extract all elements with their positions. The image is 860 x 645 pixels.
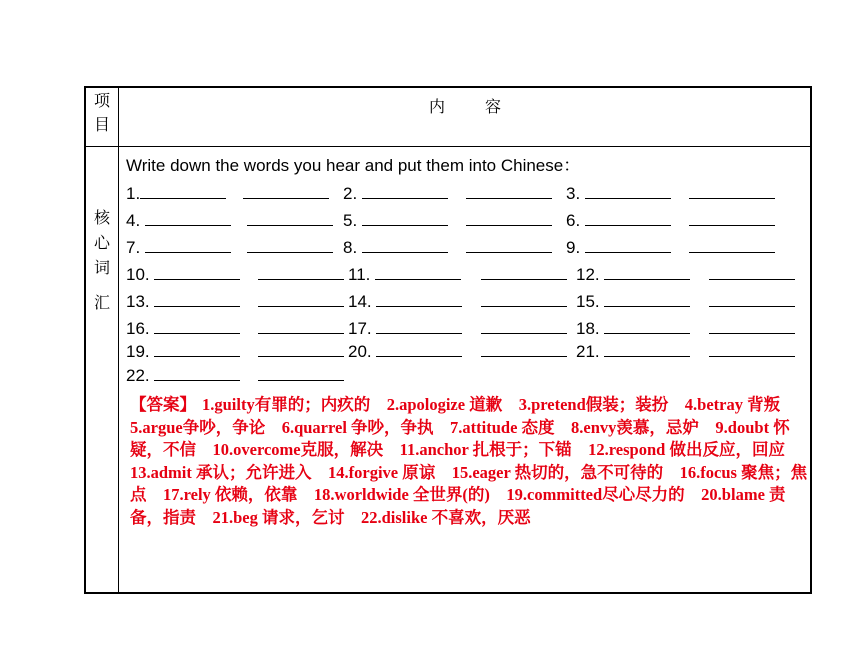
exercise-row [126,316,802,339]
item-number: 15. [576,292,600,311]
exercise-row [126,235,802,262]
exercise-row [126,262,802,289]
answer-label: 【答案】 [130,395,196,414]
exercise-row [126,181,802,208]
answer-blank[interactable] [466,181,552,199]
header-item-label: 项 目 [93,93,110,134]
item-number: 11. [348,265,371,284]
answer-blank[interactable] [154,316,240,334]
answer-blank[interactable] [258,339,344,357]
item-number: 7. [126,238,141,257]
item-number: 3. [566,184,581,203]
answer-blank[interactable] [585,208,671,226]
answer-blank[interactable] [604,339,690,357]
answer-blank[interactable] [375,262,461,280]
answer-blank[interactable] [689,181,775,199]
section-label-core-vocab: 核 心 词 汇 [93,210,110,312]
answer-blank[interactable] [604,316,690,334]
answer-blank[interactable] [604,289,690,307]
answer-blank[interactable] [145,208,231,226]
exercise-row [126,363,802,390]
answer-blank[interactable] [604,262,690,280]
item-number: 6. [566,211,581,230]
item-number: 1. [126,184,141,203]
answer-blank[interactable] [362,208,448,226]
answer-blank[interactable] [481,339,567,357]
item-number: 21. [576,342,600,361]
answer-blank[interactable] [145,235,231,253]
item-number: 22. [126,366,150,385]
answer-blank[interactable] [140,181,226,199]
item-number: 18. [576,319,600,338]
exercise-content [126,154,802,390]
answer-blank[interactable] [154,262,240,280]
item-number: 2. [343,184,358,203]
header-content-label: 内 容 [428,99,502,116]
answer-blank[interactable] [247,235,333,253]
answer-blank[interactable] [709,262,795,280]
answer-blank[interactable] [258,316,344,334]
instruction-text: Write down the words you hear and put them into Chinese： [126,156,581,175]
exercise-row [126,339,802,363]
item-number: 8. [343,238,358,257]
answer-blank[interactable] [247,208,333,226]
answer-blank[interactable] [154,339,240,357]
item-number: 4. [126,211,141,230]
answer-blank[interactable] [258,289,344,307]
answer-blank[interactable] [689,208,775,226]
answer-blank[interactable] [376,289,462,307]
answer-blank[interactable] [154,289,240,307]
answer-blank[interactable] [481,316,567,334]
item-number: 13. [126,292,150,311]
answer-blank[interactable] [154,363,240,381]
answer-blank[interactable] [362,235,448,253]
column-divider [118,88,119,592]
answer-blank[interactable] [258,262,344,280]
answer-blank[interactable] [585,235,671,253]
item-number: 9. [566,238,581,257]
answer-blank[interactable] [709,289,795,307]
answer-blank[interactable] [376,339,462,357]
answer-key [130,394,810,529]
answer-blank[interactable] [466,208,552,226]
answer-blank[interactable] [258,363,344,381]
item-number: 14. [348,292,372,311]
answer-blank[interactable] [362,181,448,199]
item-number: 12. [576,265,600,284]
item-number: 10. [126,265,150,284]
row-divider [86,146,810,147]
answer-blank[interactable] [481,289,567,307]
item-number: 16. [126,319,150,338]
exercise-row [126,208,802,235]
vocabulary-table [84,86,812,594]
exercise-row [126,289,802,316]
answer-blank[interactable] [709,316,795,334]
answer-blank[interactable] [376,316,462,334]
answer-blank[interactable] [689,235,775,253]
answer-blank[interactable] [709,339,795,357]
answer-blank[interactable] [585,181,671,199]
item-number: 17. [348,319,372,338]
answer-blank[interactable] [481,262,567,280]
item-number: 5. [343,211,358,230]
item-number: 20. [348,342,372,361]
answer-blank[interactable] [243,181,329,199]
answer-text: 1.guilty有罪的；内疚的 2.apologize 道歉 3.pretend假装；装扮 4.betray 背叛 5.argue争吵，争论 6.quarrel 争吵，争执 7.attitude 态度 8.envy羡慕，忌妒 9.doubt 怀疑，不信 10.overcome克服，解决 11.anchor 扎根于；下锚 12.respond 做出反应，回应 13.admit 承认；允许进入 14.forgive 原谅 15.eager 热切的，急不可待的 16.focus 聚焦；焦点 17.rely 依赖，依靠 18.worldwide 全世界(的) 19.committed尽心尽力的 20.blame 责备，指责 21.beg 请求，乞讨 22.dislike 不喜欢，厌恶 [130,395,808,527]
answer-blank[interactable] [466,235,552,253]
item-number: 19. [126,342,150,361]
